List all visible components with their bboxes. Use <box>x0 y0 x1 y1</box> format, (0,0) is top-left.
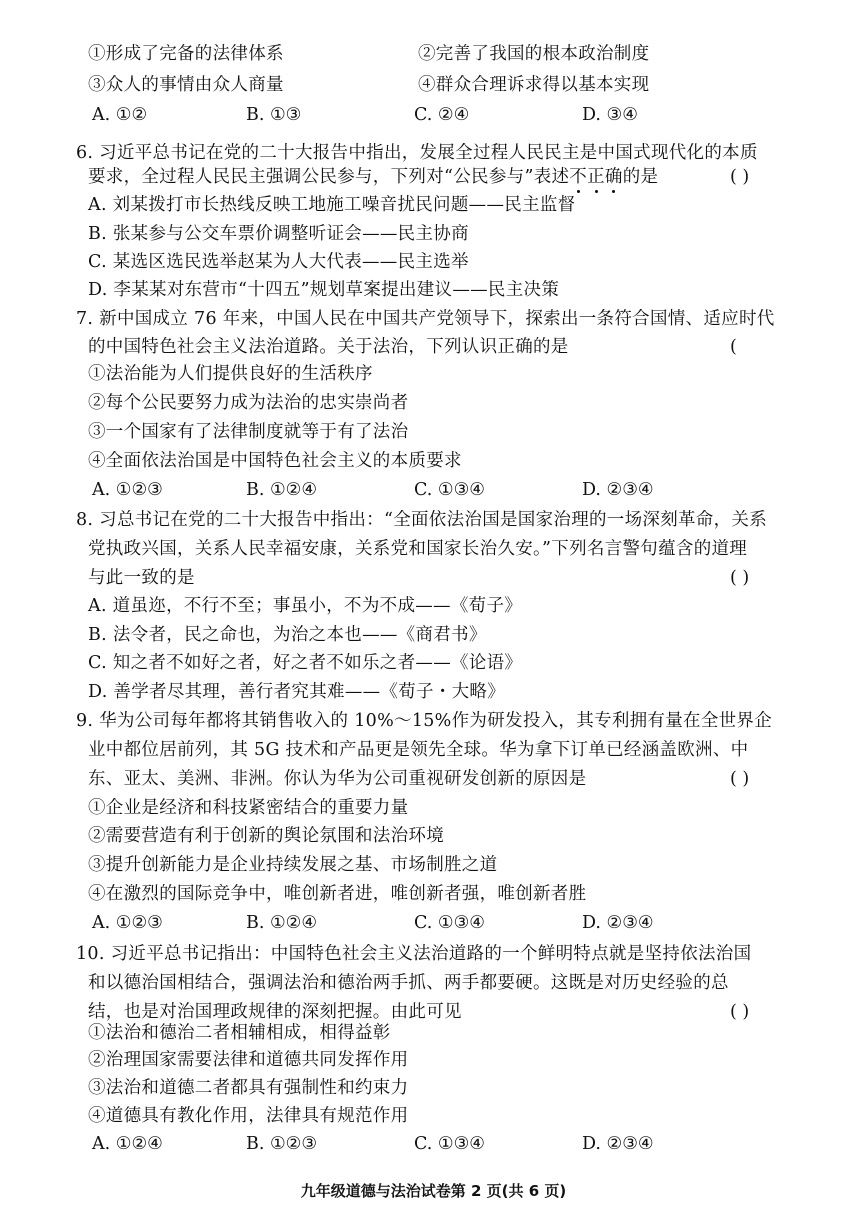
statement-1: ①企业是经济和科技紧密结合的重要力量 <box>88 798 409 818</box>
statement-1: ①法治和德治二者相辅相成，相得益彰 <box>88 1023 391 1043</box>
statement-1: ①形成了完备的法律体系 <box>88 44 284 64</box>
answer-parentheses: ( ) <box>730 769 750 789</box>
statement-4: ④群众合理诉求得以基本实现 <box>418 75 650 95</box>
option-d: D. 善学者尽其理，善行者究其难——《荀子・大略》 <box>88 682 506 702</box>
option-c: C. ②④ <box>414 105 470 125</box>
statement-4: ④在激烈的国际竞争中，唯创新者进，唯创新者强，唯创新者胜 <box>88 884 587 904</box>
option-b: B. ①②③ <box>246 1134 318 1154</box>
option-d: D. ②③④ <box>582 480 654 500</box>
answer-parentheses: ( ) <box>730 1002 750 1022</box>
statement-4: ④全面依法治国是中国特色社会主义的本质要求 <box>88 451 462 471</box>
statement-3: ③众人的事情由众人商量 <box>88 75 284 95</box>
statement-4: ④道德具有教化作用，法律具有规范作用 <box>88 1106 409 1126</box>
option-b: B. 法令者，民之命也，为治之本也——《商君书》 <box>88 625 487 645</box>
statement-2: ②治理国家需要法律和道德共同发挥作用 <box>88 1050 409 1070</box>
emphasis-char: 正 <box>587 167 605 187</box>
option-a: A. ①②④ <box>92 1134 163 1154</box>
statement-3: ③提升创新能力是企业持续发展之基、市场制胜之道 <box>88 855 498 875</box>
answer-parentheses: ( ) <box>730 167 750 187</box>
option-a: A. ①②③ <box>92 480 163 500</box>
stem-text: 的是 <box>622 167 659 187</box>
question-stem: 6. 习近平总书记在党的二十大报告中指出，发展全过程人民民主是中国式现代化的本质 <box>76 143 758 163</box>
statement-2: ②每个公民要努力成为法治的忠实崇尚者 <box>88 393 409 413</box>
option-d: D. ②③④ <box>582 913 654 933</box>
option-c: C. ①③④ <box>414 480 485 500</box>
option-a: A. 刘某拨打市长热线反映工地施工噪音扰民问题——民主监督 <box>88 195 576 215</box>
question-stem-continued: 业中都位居前列，其 5G 技术和产品更是领先全球。华为拿下订单已经涵盖欧洲、中 <box>88 740 749 760</box>
question-stem: 9. 华为公司每年都将其销售收入的 10%～15%作为研发投入，其专利拥有量在全世界企 <box>76 711 773 731</box>
option-c: C. 知之者不如好之者，好之者不如乐之者——《论语》 <box>88 653 523 673</box>
statement-3: ③一个国家有了法律制度就等于有了法治 <box>88 422 409 442</box>
question-stem-continued: 的中国特色社会主义法治道路。关于法治，下列认识正确的是 <box>88 337 569 357</box>
page-footer: 九年级道德与法治试卷第 2 页(共 6 页) <box>300 1182 567 1200</box>
option-a: A. ①② <box>92 105 148 125</box>
option-b: B. ①②④ <box>246 913 318 933</box>
option-d: D. 李某某对东营市“十四五”规划草案提出建议——民主决策 <box>88 280 560 300</box>
question-stem: 10. 习近平总书记指出：中国特色社会主义法治道路的一个鲜明特点就是坚持依法治国 <box>76 944 752 964</box>
option-a: A. ①②③ <box>92 913 163 933</box>
question-stem-continued: 和以德治国相结合，强调法治和德治两手抓、两手都要硬。这既是对历史经验的总 <box>88 973 729 993</box>
question-stem-continued: 与此一致的是 <box>88 568 195 588</box>
statement-2: ②完善了我国的根本政治制度 <box>418 44 650 64</box>
question-stem-continued: 东、亚太、美洲、非洲。你认为华为公司重视研发创新的原因是 <box>88 769 587 789</box>
question-stem-continued: 党执政兴国，关系人民幸福安康，关系党和国家长治久安。”下列名言警句蕴含的道理 <box>88 539 748 559</box>
option-a: A. 道虽迩，不行不至；事虽小，不为不成——《荀子》 <box>88 596 523 616</box>
option-c: C. 某选区选民选举赵某为人大代表——民主选举 <box>88 252 469 272</box>
option-b: B. ①②④ <box>246 480 318 500</box>
question-stem-continued: 结，也是对治国理政规律的深刻把握。由此可见 <box>88 1002 462 1022</box>
question-stem: 7. 新中国成立 76 年来，中国人民在中国共产党领导下，探索出一条符合国情、适应时代 <box>76 309 775 329</box>
question-stem-continued <box>88 165 658 189</box>
statement-2: ②需要营造有利于创新的舆论氛围和法治环境 <box>88 826 444 846</box>
option-d: D. ②③④ <box>582 1134 654 1154</box>
statement-1: ①法治能为人们提供良好的生活秩序 <box>88 364 373 384</box>
option-b: B. ①③ <box>246 105 302 125</box>
emphasis-char: 不 <box>569 167 588 187</box>
stem-text: 要求，全过程人民民主强调公民参与，下列对“公民参与”表述 <box>88 167 570 187</box>
option-c: C. ①③④ <box>414 913 485 933</box>
option-c: C. ①③④ <box>414 1134 485 1154</box>
statement-3: ③法治和道德二者都具有强制性和约束力 <box>88 1078 409 1098</box>
question-stem: 8. 习总书记在党的二十大报告中指出：“全面依法治国是国家治理的一场深刻革命，关系 <box>76 510 768 530</box>
answer-parentheses: ( <box>730 337 737 357</box>
answer-parentheses: ( ) <box>730 568 750 588</box>
option-b: B. 张某参与公交车票价调整听证会——民主协商 <box>88 224 469 244</box>
option-d: D. ③④ <box>582 105 638 125</box>
emphasis-char: 确 <box>604 167 623 187</box>
